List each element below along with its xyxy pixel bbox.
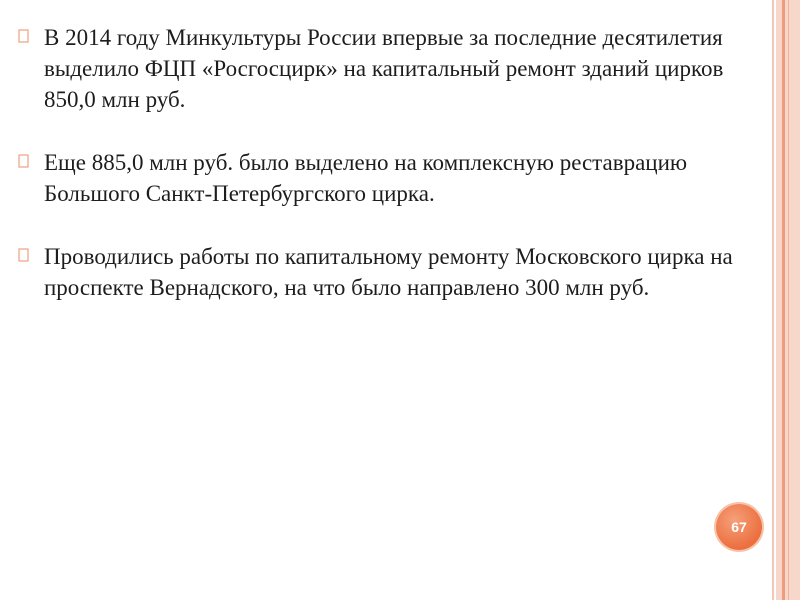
page-number-badge [716, 504, 762, 550]
bullet-item [18, 22, 758, 115]
bullet-item [18, 147, 758, 209]
bullet-text: В 2014 году Минкультуры России впервые за последние десятилетия выделило ФЦП «Росгосцирк» на капитальный ремонт зданий цирков 850,0 млн руб. [44, 25, 724, 112]
bullet-list [18, 22, 758, 335]
bullet-box-icon [18, 154, 29, 168]
bullet-box-icon [18, 248, 29, 262]
bullet-item [18, 241, 758, 303]
bullet-text: Проводились работы по капитальному ремонту Московского цирка на проспекте Вернадского, на что было направлено 300 млн руб. [44, 244, 733, 300]
decorative-border [770, 0, 800, 600]
bullet-text: Еще 885,0 млн руб. было выделено на комплексную реставрацию Большого Санкт-Петербургского цирка. [44, 150, 688, 206]
bullet-box-icon [18, 29, 29, 43]
page-number: 67 [731, 519, 747, 535]
